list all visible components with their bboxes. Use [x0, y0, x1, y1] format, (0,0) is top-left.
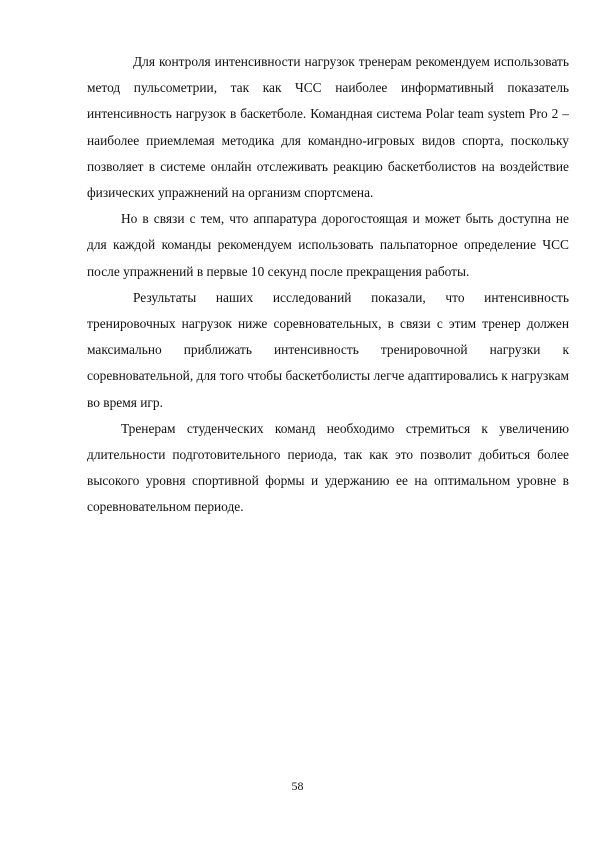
- page-number: 58: [291, 779, 304, 793]
- paragraph-4: Тренерам студенческих команд необходимо стремиться к увеличению длительности подготовительного периода, так как это позволит добиться более высокого уровня спортивной формы и удержанию ее на оптимальном уровне в соревновательном периоде.: [87, 420, 569, 515]
- paragraph-3: Результаты наших исследований показали, что интенсивность тренировочных нагрузок ниже соревновательных, в связи с этим тренер должен максимально приближать интенсивность тренировочной нагрузки к соревновательной, для того чтобы баскетболисты легче адаптировались к нагрузкам во время игр.: [87, 289, 569, 410]
- text-body: [87, 49, 569, 521]
- paragraph-1: Для контроля интенсивности нагрузок тренерам рекомендуем использовать метод пульсометрии, так как ЧСС наиболее информативный показатель интенсивность нагрузок в баскетболе. Командная система Polar team system Pro 2 – наиболее приемлемая методика для командно-игровых видов спорта, поскольку позволяет в системе онлайн отслеживать реакцию баскетболистов на воздействие физических упражнений на организм спортсмена.: [87, 54, 569, 201]
- paragraph-2: Но в связи с тем, что аппаратура дорогостоящая и может быть доступна не для каждой команды рекомендуем использовать пальпаторное определение ЧСС после упражнений в первые 10 секунд после прекращения работы.: [87, 211, 569, 279]
